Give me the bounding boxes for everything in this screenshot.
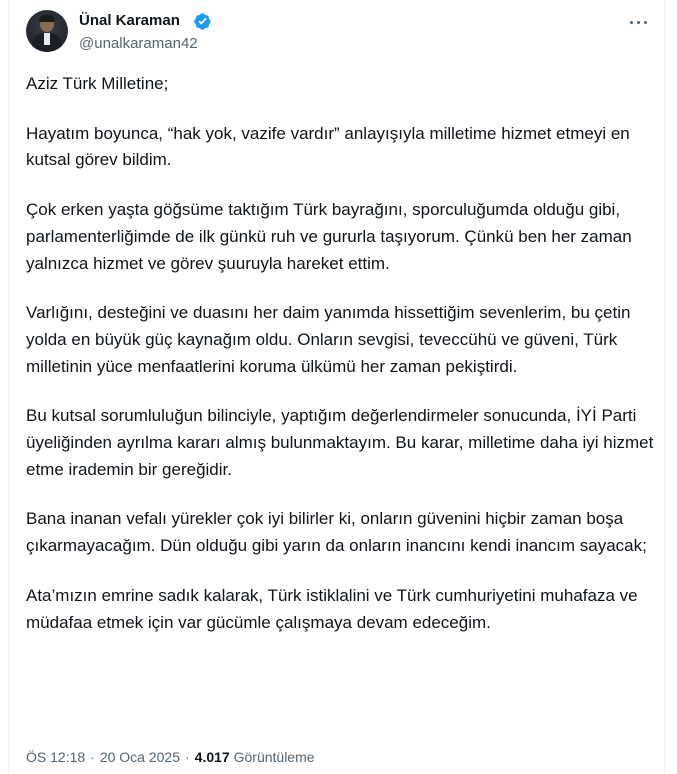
tweet-paragraph: Ata’mızın emrine sadık kalarak, Türk istiklalini ve Türk cumhuriyetini muhafaza ve müdafaa etmek için var gücümle çalışmaya devam edeceğim. (26, 585, 638, 632)
avatar-hair (39, 15, 55, 22)
more-options-icon[interactable] (628, 12, 650, 32)
meta-separator: · (90, 749, 95, 765)
avatar[interactable] (26, 10, 68, 52)
tweet-paragraph: Aziz Türk Milletine; (26, 74, 169, 93)
views-count[interactable]: 4.017 (194, 749, 230, 765)
tweet-paragraph: Bu kutsal sorumluluğun bilinciyle, yaptığım değerlendirmeler sonucunda, İYİ Parti üyeliğinden ayrılma kararı almış bulunmaktayım. Bu karar, milletime daha iyi hizmet etme irademin bir gereğidir. (26, 406, 654, 479)
tweet-paragraph: Çok erken yaşta göğsüme taktığım Türk bayrağını, sporculuğumda olduğu gibi, parlamenterliğimde de ilk günkü ruh ve gururla taşıyorum. Çünkü ben her zaman yalnızca hizmet ve görev şuuruyla hareket ettim. (26, 200, 632, 273)
tweet-paragraph: Varlığını, desteğini ve duasını her daim yanımda hissettiğim sevenlerim, bu çetin yolda en büyük güç kaynağım oldu. Onların sevgisi, teveccühü ve güveni, Türk milletinin yüce menfaatlerini koruma ülkümü her zaman pekiştirdi. (26, 303, 631, 376)
tweet-time[interactable]: ÖS 12:18 (26, 749, 86, 765)
tweet-paragraph: Bana inanan vefalı yürekler çok iyi bilirler ki, onların güvenini hiçbir zaman boşa çıkarmayacağım. Dün olduğu gibi yarın da onların inancını kendi inancım sayacak; (26, 509, 647, 556)
tweet-date[interactable]: 20 Oca 2025 (99, 749, 180, 765)
verified-badge-icon (193, 12, 212, 31)
tweet-text (26, 71, 656, 659)
views-label: Görüntüleme (233, 749, 315, 765)
author-display-name[interactable]: Ünal Karaman (79, 12, 180, 29)
meta-separator: · (185, 749, 190, 765)
avatar-shirt (44, 33, 50, 45)
author-handle[interactable]: @unalkaraman42 (79, 35, 198, 52)
tweet-meta (26, 748, 315, 766)
tweet-paragraph: Hayatım boyunca, “hak yok, vazife vardır” anlayışıyla milletime hizmet etmeyi en kutsal görev bildim. (26, 123, 630, 170)
